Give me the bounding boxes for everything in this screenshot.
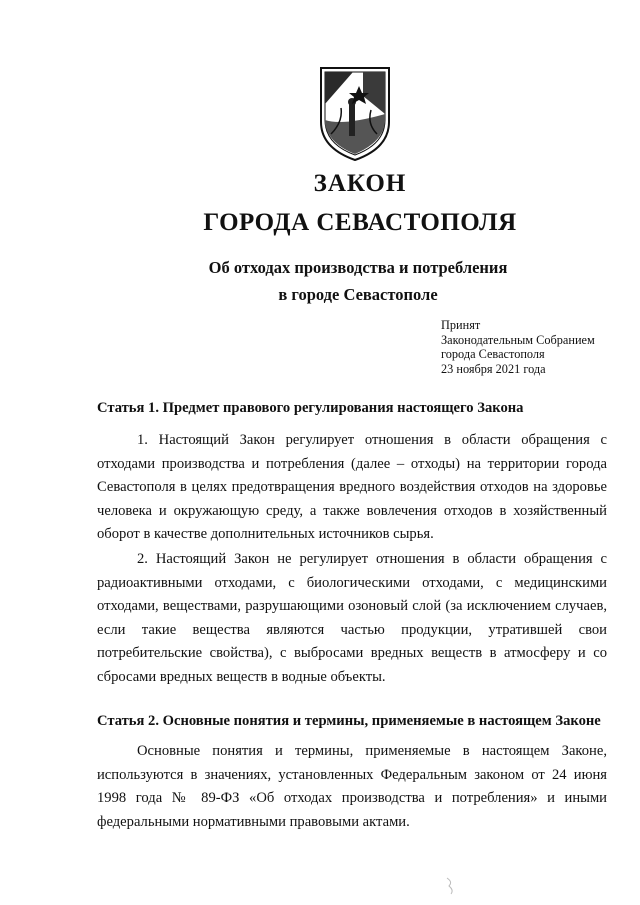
adoption-date: 23 ноября 2021 года [441,361,546,376]
document-subtitle: ГОРОДА СЕВАСТОПОЛЯ [203,209,517,236]
article-1-paragraph-2: 2. Настоящий Закон не регулирует отношения в области обращения с радиоактивными отходами, с биологическими отходами, с медицинскими отходами, веществами, разрушающими озоновый слой (за исключением случаев, если такие вещества являются частью продукции, утратившей свои потребительские свойства), с выбросами вредных веществ в атмосферу и со сбросами вредных веществ в водные объекты. [97,551,607,685]
law-name-line-1: Об отходах производства и потребления [208,258,508,277]
adoption-line: города Севастополя [441,347,545,361]
article-1-heading: Статья 1. Предмет правового регулирования настоящего Закона [97,400,524,416]
scan-artifact [445,876,457,896]
article-2-heading: Статья 2. Основные понятия и термины, применяемые в настоящем Законе [97,713,601,729]
coat-of-arms-icon [313,64,397,162]
adoption-line: Принят [441,318,481,332]
adoption-block [441,318,595,376]
article-1-paragraph-1: 1. Настоящий Закон регулирует отношения в области обращения с отходами производства и потребления (далее – отходы) на территории города Севастополя в целях предотвращения вредного воздействия отходов на здоровье человека и окружающую среду, а также вовлечения отходов в хозяйственный оборот в качестве дополнительных источников сырья. [97,432,607,542]
adoption-line: Законодательным Собранием [441,332,595,347]
law-name-line-2: в городе Севастополе [278,285,438,304]
document-title: ЗАКОН [313,170,407,197]
article-2-paragraph-1: Основные понятия и термины, применяемые в настоящем Законе, используются в значениях, установленных Федеральным законом от 24 июня 1998 года № 89-ФЗ «Об отходах производства и потребления» и иными федеральными нормативными правовыми актами. [97,743,607,830]
